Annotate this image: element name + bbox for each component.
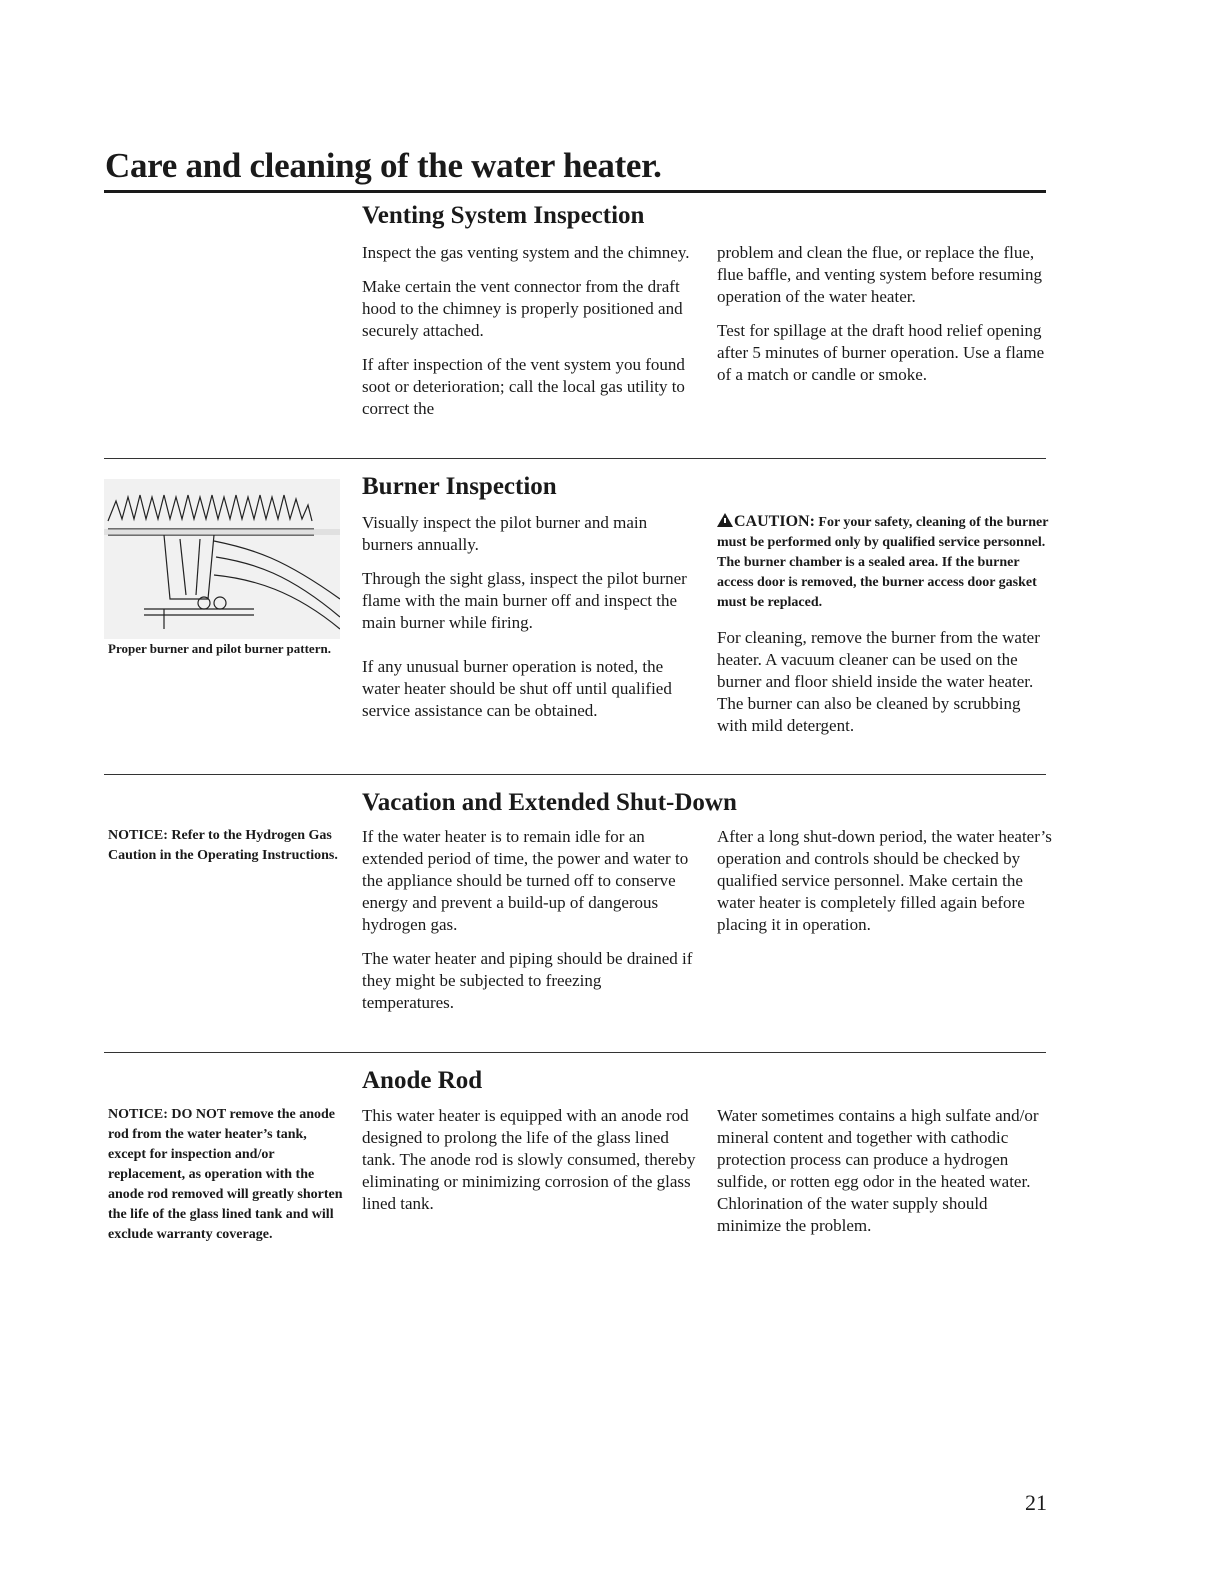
venting-para: If after inspection of the vent system you found soot or deterioration; call the local gas utility to correct the [362, 355, 685, 418]
vacation-notice: NOTICE: Refer to the Hydrogen Gas Caution in the Operating Instructions. [108, 828, 338, 863]
venting-col-2 [717, 242, 1052, 398]
anode-heading: Anode Rod [362, 1067, 483, 1094]
venting-col-1 [362, 242, 697, 432]
burner-col-2 [717, 512, 1052, 749]
vacation-para: If the water heater is to remain idle for an extended period of time, the power and water to the appliance should be turned off to conserve energy and prevent a build-up of dangerous hydrogen gas. [362, 827, 689, 934]
vacation-col-2 [717, 826, 1052, 948]
section-divider [104, 1052, 1046, 1053]
warning-triangle-icon [717, 513, 733, 527]
title-rule [104, 190, 1046, 193]
venting-para: Inspect the gas venting system and the chimney. [362, 243, 690, 262]
caution-notice [717, 512, 1052, 613]
vacation-heading: Vacation and Extended Shut-Down [362, 789, 737, 816]
burner-para: If any unusual burner operation is noted, the water heater should be shut off until qualified service assistance can be obtained. [362, 657, 672, 720]
vacation-para: The water heater and piping should be drained if they might be subjected to freezing temperatures. [362, 949, 693, 1012]
venting-heading: Venting System Inspection [362, 202, 645, 229]
burner-heading: Burner Inspection [362, 473, 557, 500]
section-divider [104, 458, 1046, 459]
anode-para: Water sometimes contains a high sulfate and/or mineral content and together with cathodic protection process can produce a hydrogen sulfide, or rotten egg odor in the heated water. Chlorination of the water supply should minimize the problem. [717, 1106, 1039, 1235]
burner-para: Visually inspect the pilot burner and main burners annually. [362, 513, 648, 554]
anode-para: This water heater is equipped with an anode rod designed to prolong the life of the glass lined tank. The anode rod is slowly consumed, thereby eliminating or minimizing corrosion of the glass lined tank. [362, 1106, 696, 1213]
section-divider [104, 774, 1046, 775]
caution-label: CAUTION: [734, 513, 815, 530]
burner-para: For cleaning, remove the burner from the water heater. A vacuum cleaner can be used on the burner and floor shield inside the water heater. The burner can also be cleaned by scrubbing with mild detergent. [717, 628, 1040, 735]
burner-flame-illustration [104, 479, 340, 639]
caution-text: For your safety, cleaning of the burner must be performed only by qualified service personnel. The burner chamber is a sealed area. If the burner access door is removed, the burner access door gasket must be replaced. [717, 515, 1049, 610]
figure-caption: Proper burner and pilot burner pattern. [108, 641, 331, 656]
anode-notice: NOTICE: DO NOT remove the anode rod from the water heater’s tank, except for inspection and/or replacement, as operation with the anode rod removed will greatly shorten the life of the glass lined tank and will exclude warranty coverage. [108, 1107, 343, 1242]
burner-para: Through the sight glass, inspect the pilot burner flame with the main burner off and inspect the main burner while firing. [362, 569, 687, 632]
vacation-para: After a long shut-down period, the water heater’s operation and controls should be checked by qualified service personnel. Make certain the water heater is completely filled again before placing it in operation. [717, 827, 1052, 934]
burner-col-1 [362, 512, 697, 734]
anode-col-2 [717, 1105, 1052, 1249]
venting-para: Make certain the vent connector from the draft hood to the chimney is properly positioned and securely attached. [362, 277, 683, 340]
page-number: 21 [1025, 1490, 1047, 1515]
anode-col-1 [362, 1105, 697, 1227]
venting-para: Test for spillage at the draft hood relief opening after 5 minutes of burner operation. Use a flame of a match or candle or smoke. [717, 321, 1045, 384]
vacation-col-1 [362, 826, 697, 1026]
page-title: Care and cleaning of the water heater. [105, 146, 662, 185]
venting-para: problem and clean the flue, or replace the flue, flue baffle, and venting system before resuming operation of the water heater. [717, 243, 1042, 306]
